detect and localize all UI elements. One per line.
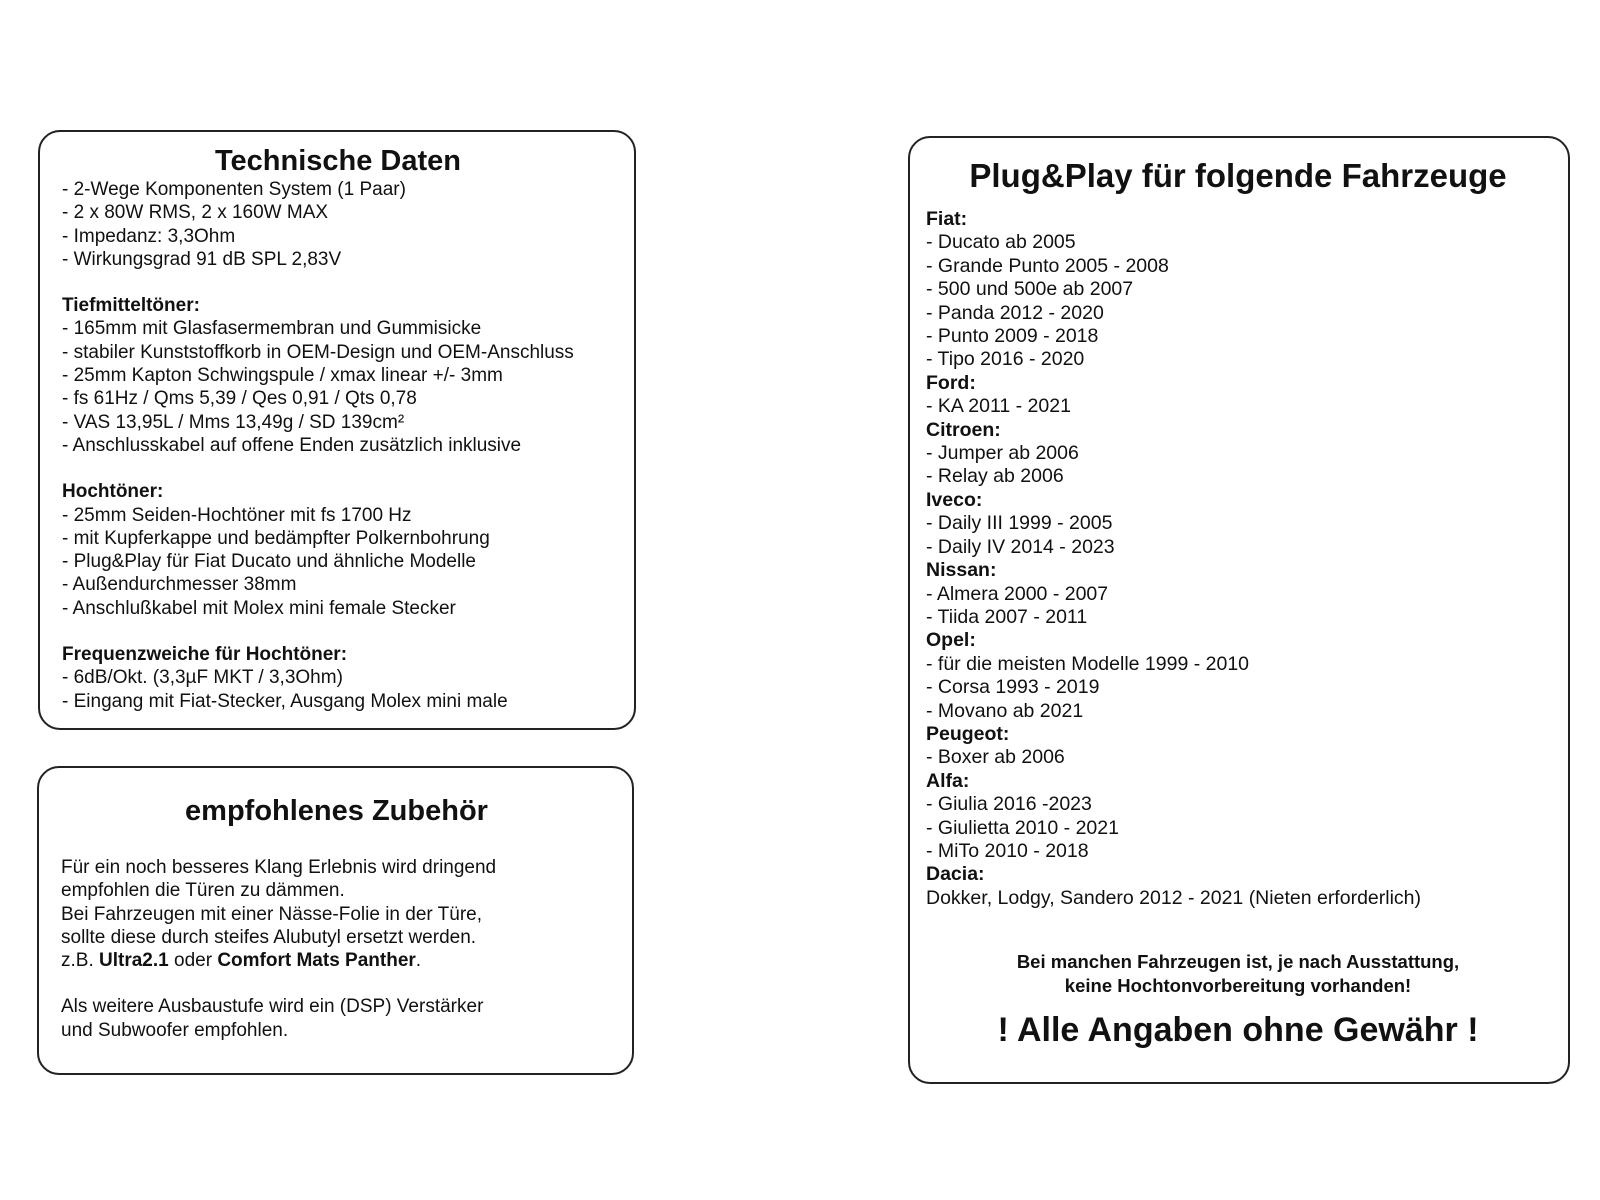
vehicle-model: - Grande Punto 2005 - 2008 [926,254,1169,277]
tweeter-spec-line: - Anschlußkabel mit Molex mini female Stecker [62,597,456,619]
vehicle-model: - Panda 2012 - 2020 [926,301,1104,324]
accessories-text-line: Für ein noch besseres Klang Erlebnis wird dringend [61,857,497,878]
vehicle-model: - Tiida 2007 - 2011 [926,605,1088,628]
vehicle-model: - 500 und 500e ab 2007 [926,278,1134,301]
brand-list [926,208,1550,910]
vehicle-model: - Boxer ab 2006 [926,746,1065,769]
vehicle-model: - Relay ab 2006 [926,465,1064,488]
accessories-text-line: Bei Fahrzeugen mit einer Nässe-Folie in der Türe, [61,903,483,925]
accessories-text-line: sollte diese durch steifes Alubutyl ersetzt werden. [61,926,477,948]
vehicle-model: - MiTo 2010 - 2018 [926,839,1089,862]
vehicle-model: - Corsa 1993 - 2019 [926,676,1100,699]
vehicles-panel [908,136,1570,1084]
vehicle-model: - Jumper ab 2006 [926,442,1079,465]
woofer-spec-line: - VAS 13,95L / Mms 13,49g / SD 139cm² [62,411,405,433]
spec-line: - Impedanz: 3,3Ohm [62,225,236,247]
vehicle-model: - Movano ab 2021 [926,699,1084,722]
accessories-text-line: Als weitere Ausbaustufe wird ein (DSP) Verstärker [61,996,484,1018]
technical-data-panel [38,130,636,730]
vehicle-model: - Giulia 2016 -2023 [926,793,1092,816]
vehicle-model: - für die meisten Modelle 1999 - 2010 [926,652,1250,675]
spec-line: - 2 x 80W RMS, 2 x 160W MAX [62,202,329,224]
product-comfort-mats: Comfort Mats Panther [217,950,416,972]
woofer-spec-line: - 165mm mit Glasfasermembran und Gummisicke [62,318,482,340]
tweeter-spec-line: - mit Kupferkappe und bedämpfter Polkernbohrung [62,527,490,549]
brand-heading: Alfa: [926,769,970,792]
tweeter-spec-line: - Plug&Play für Fiat Ducato und ähnliche Modelle [62,551,477,573]
vehicle-model: - Ducato ab 2005 [926,231,1076,254]
woofer-spec-line: - 25mm Kapton Schwingspule / xmax linear +/- 3mm [62,365,503,387]
crossover-heading: Frequenzweiche für Hochtöner: [62,644,348,666]
brand-heading: Dacia: [926,863,985,886]
tweeter-spec-line: - 25mm Seiden-Hochtöner mit fs 1700 Hz [62,504,412,526]
notice-line: Bei manchen Fahrzeugen ist, je nach Ausstattung, [1016,951,1460,973]
crossover-spec-line: - 6dB/Okt. (3,3µF MKT / 3,3Ohm) [62,667,343,689]
tweeter-heading: Hochtöner: [62,481,164,503]
vehicle-model: - Tipo 2016 - 2020 [926,348,1085,371]
spec-line: - 2-Wege Komponenten System (1 Paar) [62,179,406,200]
brand-heading: Iveco: [926,488,983,511]
brand-heading: Fiat: [926,208,968,230]
accessories-text-line: und Subwoofer empfohlen. [61,1019,289,1041]
vehicle-model: - Daily IV 2014 - 2023 [926,535,1115,558]
vehicle-model: - Almera 2000 - 2007 [926,582,1109,605]
brand-heading: Nissan: [926,559,997,582]
brand-heading: Opel: [926,629,976,652]
vehicle-model: - Punto 2009 - 2018 [926,325,1099,348]
brand-heading: Ford: [926,371,976,394]
crossover-spec-line: - Eingang mit Fiat-Stecker, Ausgang Molex mini male [62,690,508,712]
vehicle-model: Dokker, Lodgy, Sandero 2012 - 2021 (Nieten erforderlich) [926,886,1422,909]
example-middle: oder [168,950,218,972]
technical-data-title: Technische Daten [214,145,462,177]
woofer-spec-line: - stabiler Kunststoffkorb in OEM-Design und OEM-Anschluss [62,341,574,363]
woofer-heading: Tiefmitteltöner: [62,295,200,317]
notice [926,950,1550,998]
vehicle-model: - KA 2011 - 2021 [926,395,1071,418]
tweeter-spec-line: - Außendurchmesser 38mm [62,574,297,596]
woofer-spec-line: - Anschlusskabel auf offene Enden zusätzlich inklusive [62,434,522,456]
product-ultra: Ultra2.1 [99,950,169,972]
vehicles-title: Plug&Play für folgende Fahrzeuge [969,157,1507,194]
woofer-spec-line: - fs 61Hz / Qms 5,39 / Qes 0,91 / Qts 0,78 [62,388,417,410]
accessories-panel [37,766,634,1075]
vehicle-model: - Daily III 1999 - 2005 [926,512,1113,535]
notice-line: keine Hochtonvorbereitung vorhanden! [1064,975,1412,997]
example-suffix: . [415,950,422,972]
accessories-example-line [61,949,612,972]
spec-line: - Wirkungsgrad 91 dB SPL 2,83V [62,248,342,270]
brand-heading: Peugeot: [926,722,1010,745]
accessories-text-line: empfohlen die Türen zu dämmen. [61,880,345,902]
accessories-title: empfohlenes Zubehör [185,795,488,827]
vehicle-model: - Giulietta 2010 - 2021 [926,816,1119,839]
disclaimer: ! Alle Angaben ohne Gewähr ! [997,1011,1479,1050]
brand-heading: Citroen: [926,418,1001,441]
example-prefix: z.B. [61,950,100,972]
